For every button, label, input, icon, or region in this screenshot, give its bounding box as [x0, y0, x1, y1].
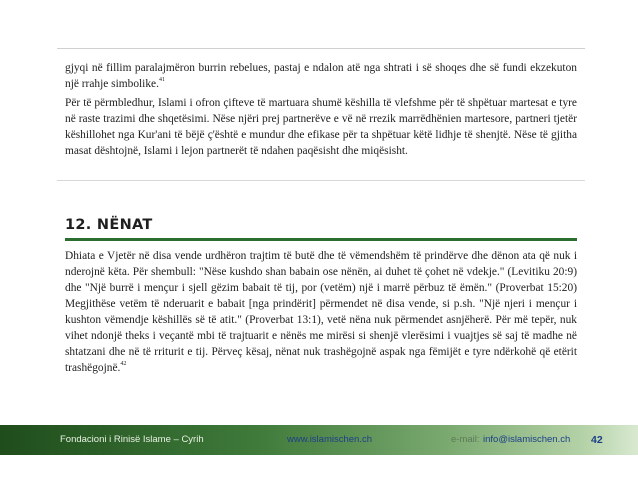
- footer-organization: Fondacioni i Rinisë Islame – Cyrih: [60, 434, 204, 445]
- section-divider: [57, 180, 585, 181]
- top-divider: [57, 48, 585, 49]
- page-number: 42: [591, 434, 603, 446]
- section-heading: 12. NËNAT: [65, 217, 153, 233]
- paragraph-2: Për të përmbledhur, Islami i ofron çifteve të martuara shumë këshilla të vlefshme për të shpëtuar martesat e tyre në raste trazimi dhe shqetësimi. Nëse njëri prej partnerëve e vë në rrezik marrëdhënien martesore, partneri tjetër këshillohet nga Kur'ani të bëjë ç'është e mundur dhe efikase për ta shpëtuar këtë lidhje të shenjtë. Nëse të gjitha masat dështojnë, Islami i lejon partnerët të ndahen paqësisht dhe miqësisht.: [65, 97, 577, 157]
- heading-underline-bar: [65, 238, 577, 241]
- footnote-42: 42: [120, 361, 127, 367]
- paragraph-3: [65, 248, 577, 376]
- paragraph-1: [65, 60, 577, 92]
- section-text-block: [65, 248, 577, 376]
- intro-text-block: [65, 60, 577, 162]
- footer-email-link[interactable]: info@islamischen.ch: [483, 434, 571, 445]
- page-footer: [0, 425, 638, 455]
- paragraph-3-text: Dhiata e Vjetër në disa vende urdhëron trajtim të butë dhe të vëmendshëm të prindërve dhe dënon ata që nuk i nderojnë këta. Për shembull: "Nëse kushdo shan babain ose nënën, ai duhet të çohet në vdekje." (Levitiku 20:9) dhe "Një burrë i mençur i sjell gëzim babait të tij, por (vetëm) një i marrë përbuz të ëmën." (Proverbat 15:20) Megjithëse vetëm të nderuarit e babait [nga prindërit] përmendet në disa vende, si p.sh. "Një njeri i mençur i kushton vëmendje këshillës së të atit." (Proverbat 13:1), vetë nëna nuk përmendet asnjëherë. Për më tepër, nuk vihet ndonjë theks i veçantë mbi të trajtuarit e nënës me mirësi si shenjë vlerësimi i vuajtjes së saj të madhe në shtatzani dhe në të rriturit e tij. Përveç kësaj, nënat nuk trashëgojnë aspak nga fëmijët e tyre ndërkohë që etërit trashëgojnë.: [65, 250, 577, 374]
- footer-email-label: e-mail:: [451, 434, 480, 445]
- footnote-41: 41: [158, 77, 165, 83]
- paragraph-1-text: gjyqi në fillim paralajmëron burrin rebelues, pastaj e ndalon atë nga shtrati i së shoqes dhe së fundi ekzekuton një rrahje simbolike.: [65, 62, 577, 90]
- footer-website-link[interactable]: www.islamischen.ch: [287, 434, 372, 445]
